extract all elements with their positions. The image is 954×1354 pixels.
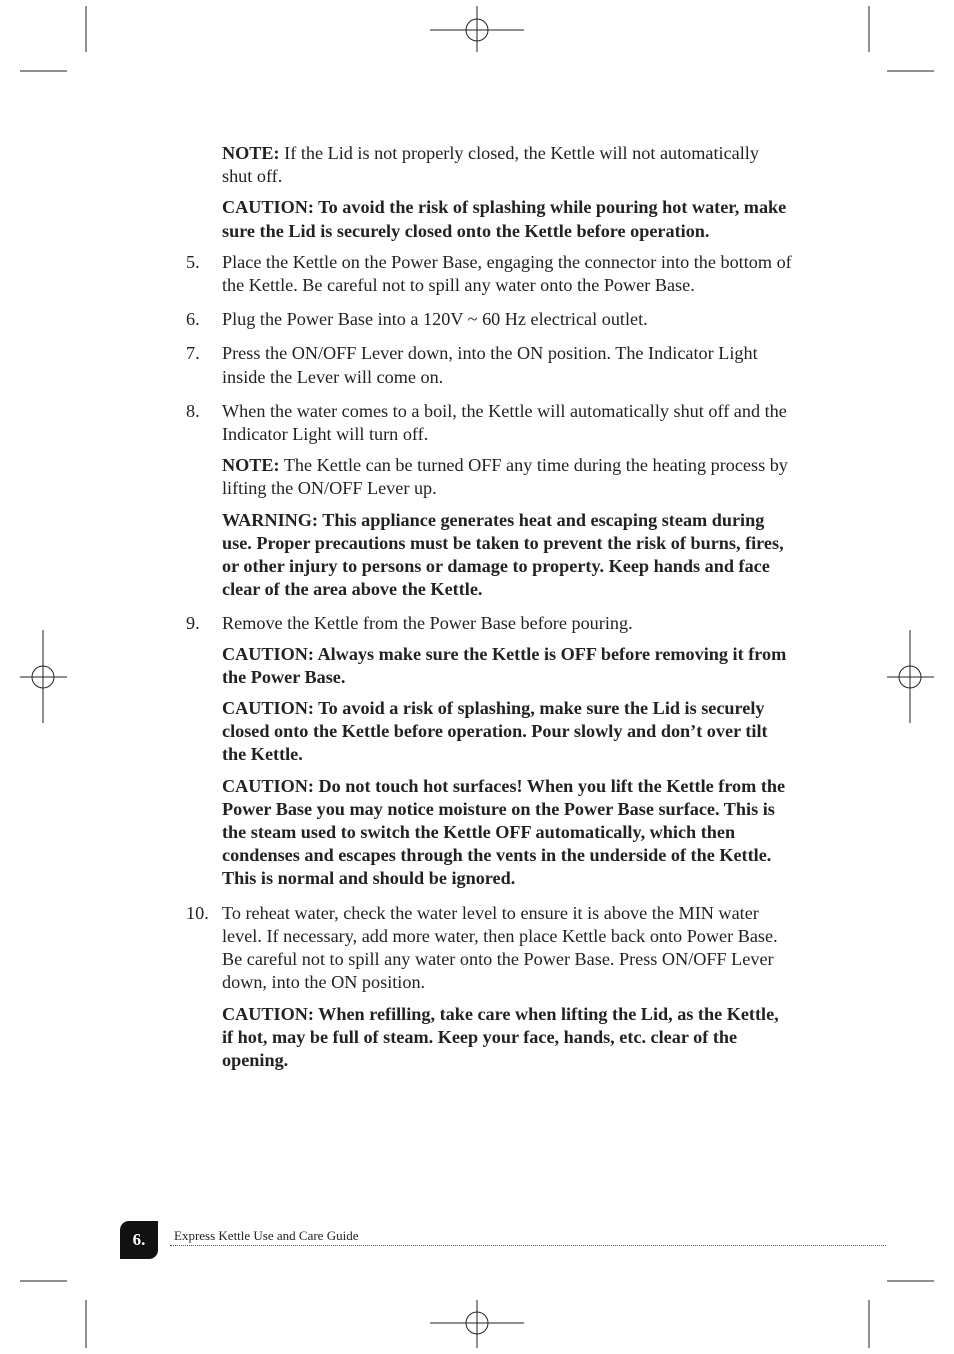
step-text: When the water comes to a boil, the Kettle will automatically shut off and the Indicator Light will turn off. xyxy=(222,400,787,445)
step-9 xyxy=(186,612,792,635)
step-text: Plug the Power Base into a 120V ~ 60 Hz electrical outlet. xyxy=(222,309,648,330)
step-10 xyxy=(186,902,792,995)
warning-steam: WARNING: This appliance generates heat and escaping steam during use. Proper precautions must be taken to prevent the risk of burns, fires, or other injury to persons or damage to property. Keep hands and face clear of the area above the Kettle. xyxy=(222,509,784,600)
instructions-content xyxy=(186,142,792,1080)
caution-pour: CAUTION: To avoid a risk of splashing, make sure the Lid is securely closed onto the Kettle before operation. Pour slowly and don’t over tilt the Kettle. xyxy=(222,698,768,765)
step-8 xyxy=(186,400,792,446)
step-text: Place the Kettle on the Power Base, engaging the connector into the bottom of the Kettle. Be careful not to spill any water onto the Power Base. xyxy=(222,251,792,296)
note-label: NOTE: xyxy=(222,143,280,163)
step-text: To reheat water, check the water level to ensure it is above the MIN water level. If necessary, add more water, then place Kettle back onto Power Base. Be careful not to spill any water onto the Power Base. Press ON/OFF Lever down, into the ON position. xyxy=(222,902,778,993)
caution-hot-surfaces: CAUTION: Do not touch hot surfaces! When you lift the Kettle from the Power Base you may notice moisture on the Power Base surface. This is the steam used to switch the Kettle OFF automatically, which then condenses and escapes through the vents in the underside of the Kettle. This is normal and should be ignored. xyxy=(222,775,786,889)
step-6 xyxy=(186,308,792,331)
step-number: 6. xyxy=(186,309,200,330)
step-text: Press the ON/OFF Lever down, into the ON position. The Indicator Light inside the Lever will come on. xyxy=(222,343,758,387)
note-text: The Kettle can be turned OFF any time during the heating process by lifting the ON/OFF Lever up. xyxy=(222,455,788,499)
page-number: 6. xyxy=(120,1221,158,1259)
step-number: 9. xyxy=(186,613,200,634)
step-number: 8. xyxy=(186,400,200,421)
note-text: If the Lid is not properly closed, the Kettle will not automatically shut off. xyxy=(222,143,759,187)
step-number: 5. xyxy=(186,251,200,272)
footer-title: Express Kettle Use and Care Guide xyxy=(174,1228,359,1243)
note-lever xyxy=(222,454,792,500)
note-label: NOTE: xyxy=(222,455,280,476)
caution-off: CAUTION: Always make sure the Kettle is OFF before removing it from the Power Base. xyxy=(222,643,787,687)
caution-splashing: CAUTION: To avoid the risk of splashing while pouring hot water, make sure the Lid is securely closed onto the Kettle before operation. xyxy=(222,197,787,241)
step-number: 10. xyxy=(186,902,209,923)
step-number: 7. xyxy=(186,343,200,364)
caution-refilling: CAUTION: When refilling, take care when lifting the Lid, as the Kettle, if hot, may be full of steam. Keep your face, hands, etc. clear of the opening. xyxy=(222,1003,779,1070)
footer-dotted-rule xyxy=(170,1245,886,1246)
step-text: Remove the Kettle from the Power Base before pouring. xyxy=(222,613,633,634)
note-lid xyxy=(222,142,792,188)
step-5 xyxy=(186,251,792,297)
step-7 xyxy=(186,342,792,388)
